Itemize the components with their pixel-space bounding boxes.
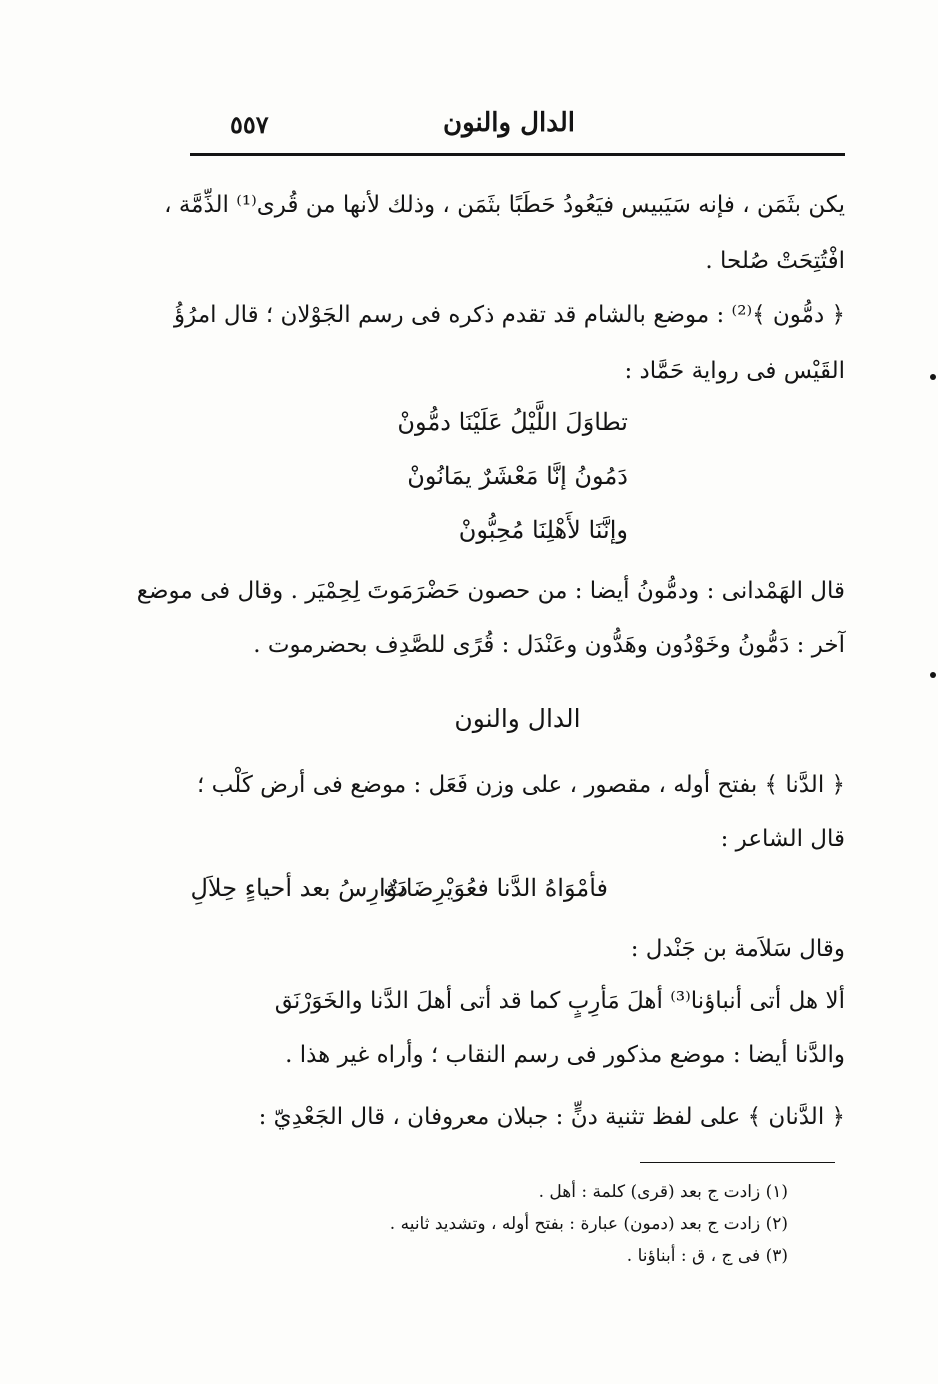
verse-line: تطاوَلَ اللَّيْلُ عَلَيْنَا دمُّونْ bbox=[397, 408, 628, 436]
header-rule bbox=[190, 153, 845, 156]
margin-mark bbox=[930, 374, 936, 380]
text-line: قال الشاعر : bbox=[720, 826, 845, 852]
verse-line: وإنَّنَا لأَهْلِنَا مُحِبُّونْ bbox=[458, 516, 628, 544]
entry-dammun: ﴿ دمُّون ﴾⁽²⁾ : موضع بالشام قد تقدم ذكره فى رسم الجَوْلان ؛ قال امرُؤُ bbox=[174, 302, 845, 328]
footnote-2: (٢) زادت ج بعد (دمون) عبارة : بفتح أوله ، وتشديد ثانيه . bbox=[389, 1214, 788, 1234]
text-line: افْتُتِحَتْ صُلحا . bbox=[705, 248, 845, 274]
verse-hemistich-left: دَوَارِسُ بعد أحياءٍ حِلاَلِ bbox=[190, 874, 408, 902]
verse-line: ألا هل أتى أنباؤنا⁽³⁾ أهلَ مَأرِبٍ كما قد أتى أهلَ الدَّنا والخَوَرْنَق bbox=[274, 988, 845, 1014]
text-line: القَيْس فى رواية حَمَّاد : bbox=[624, 358, 845, 384]
entry-dana: ﴿ الدَّنا ﴾ بفتح أوله ، مقصور ، على وزن فَعَل : موضع فى أرض كَلْب ؛ bbox=[197, 772, 845, 798]
text-line: قال الهَمْدانى : ودمُّونُ أيضا : من حصون حَضْرَمَوتَ لِحِمْيَر . وقال فى موضع bbox=[136, 578, 845, 604]
section-title: الدال والنون bbox=[454, 704, 581, 733]
footnote-3: (٣) فى ج ، ق : أبناؤنا . bbox=[626, 1246, 788, 1266]
page-header bbox=[190, 104, 845, 154]
running-head: الدال والنون bbox=[442, 108, 575, 138]
verse-line: دَمُونُ إنَّا مَعْشَرٌ يمَانُونْ bbox=[407, 462, 628, 490]
verse-hemistich-right: فأمْوَاهُ الدَّنا فعُوَيْرِضَاتٌ bbox=[383, 874, 608, 902]
entry-danan: ﴿ الدَّنان ﴾ على لفظ تثنية دنٍّ : جبلان معروفان ، قال الجَعْدِيّ : bbox=[258, 1104, 845, 1130]
text-line: وقال سَلاَمة بن جَنْدل : bbox=[630, 936, 845, 962]
margin-mark bbox=[930, 672, 936, 678]
text-line: والدَّنا أيضا : موضع مذكور فى رسم النقاب ؛ وأراه غير هذا . bbox=[285, 1042, 845, 1068]
text-line: يكن بثَمَن ، فإنه سَيَبيس فيَعُودُ حَطَبًا بثَمَن ، وذلك لأنها من قُرى⁽¹⁾ الذِّمَّة ، bbox=[164, 192, 845, 218]
footnote-rule bbox=[640, 1162, 835, 1163]
page-number: ٥٥٧ bbox=[230, 110, 269, 139]
footnote-1: (١) زادت ج بعد (قرى) كلمة : أهل . bbox=[538, 1182, 788, 1202]
text-line: آخر : دَمُّونُ وخَوْدُون وهَدُّون وعَنْدَل : قُرًى للصَّدِف بحضرموت . bbox=[253, 632, 845, 658]
